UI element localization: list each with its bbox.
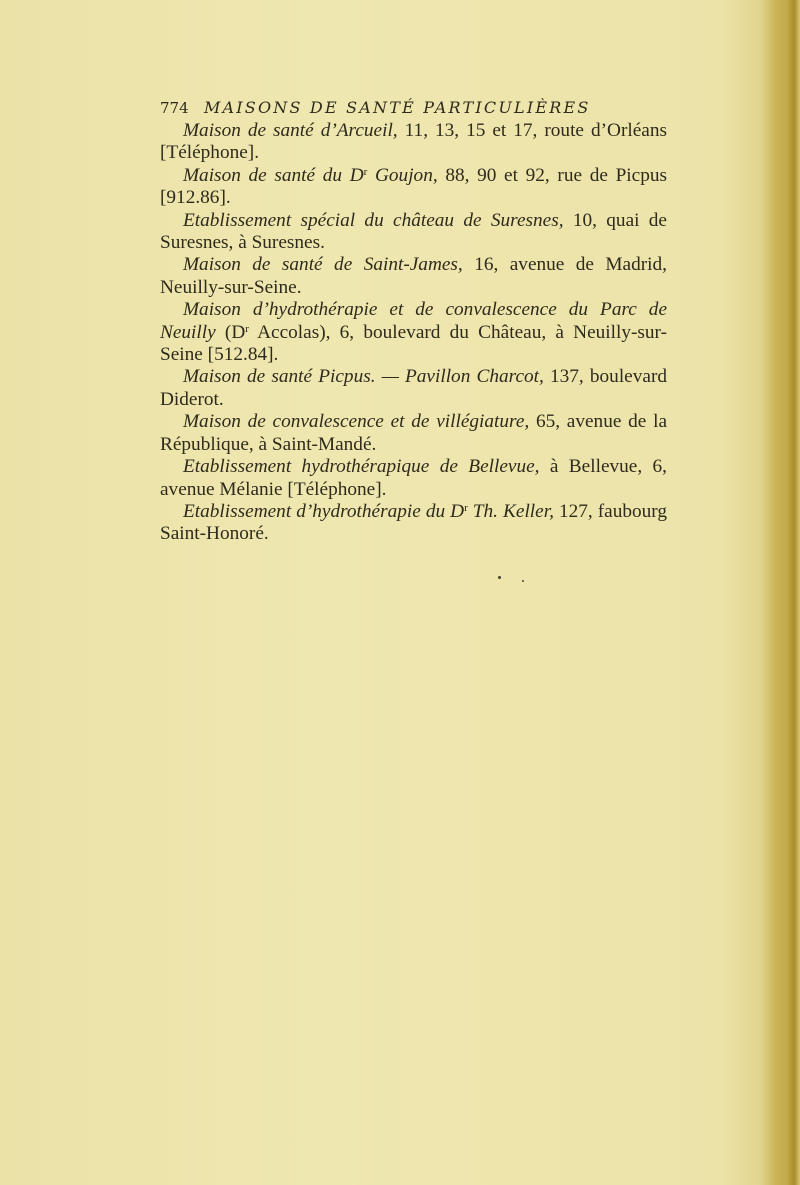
establishment-name: Etablissement spécial du château de Suresnes,: [183, 209, 564, 231]
list-item: [160, 456, 667, 501]
address-text: 11, 13, 15 et 17, route d’Orléans [Téléphone].: [160, 120, 668, 164]
establishment-name: Goujon,: [367, 164, 438, 186]
establishment-name: Maison de santé de Saint-James,: [183, 254, 463, 276]
establishment-name: Etablissement hydrothérapique de Bellevue,: [183, 456, 540, 478]
list-item: [160, 299, 667, 366]
page-number: 774: [160, 99, 189, 117]
list-item: [160, 210, 667, 255]
address-text: 16, avenue de Madrid, Neuilly-sur-Seine.: [160, 254, 667, 298]
superscript: r: [245, 322, 249, 335]
establishment-name: Maison d’hydrothérapie et de convalescence du Parc de Neuilly: [160, 299, 667, 343]
address-text: (D: [215, 321, 246, 343]
address-text: 65, avenue de la République, à Saint-Mandé.: [160, 411, 667, 455]
running-header: [160, 98, 680, 117]
establishment-name: Etablissement d’hydrothérapie du D: [183, 500, 465, 522]
list-item: [160, 501, 667, 546]
superscript: r: [464, 501, 468, 514]
address-text: à Bellevue, 6, avenue Mélanie [Téléphone].: [160, 456, 667, 500]
ink-speck: [522, 580, 524, 582]
superscript: r: [363, 165, 368, 178]
establishment-name: Maison de santé d’Arcueil,: [183, 120, 398, 141]
address-text: 10, quai de Suresnes, à Suresnes.: [160, 209, 667, 254]
entry-list: [160, 120, 667, 546]
establishment-name: Th. Keller,: [467, 500, 554, 522]
address-text: 127, faubourg Saint-Honoré.: [160, 500, 668, 545]
establishment-name: Maison de convalescence et de villégiature,: [183, 411, 530, 433]
list-item: [160, 411, 667, 456]
address-text: 137, boulevard Diderot.: [160, 366, 667, 410]
page-edge-shadow: [786, 0, 800, 1185]
ink-speck: [498, 576, 501, 579]
establishment-name: Maison de santé Picpus. — Pavillon Charcot,: [183, 366, 544, 388]
running-title: MAISONS DE SANTÉ PARTICULIÈRES: [203, 98, 591, 117]
address-text: 88, 90 et 92, rue de Picpus [912.86].: [160, 164, 667, 209]
list-item: [160, 165, 667, 210]
establishment-name: Maison de santé du D: [183, 164, 364, 186]
list-item: [160, 366, 667, 411]
list-item: [160, 120, 667, 165]
address-text: Accolas), 6, boulevard du Château, à Neuilly-sur-Seine [512.84].: [160, 321, 668, 366]
list-item: [160, 254, 667, 299]
